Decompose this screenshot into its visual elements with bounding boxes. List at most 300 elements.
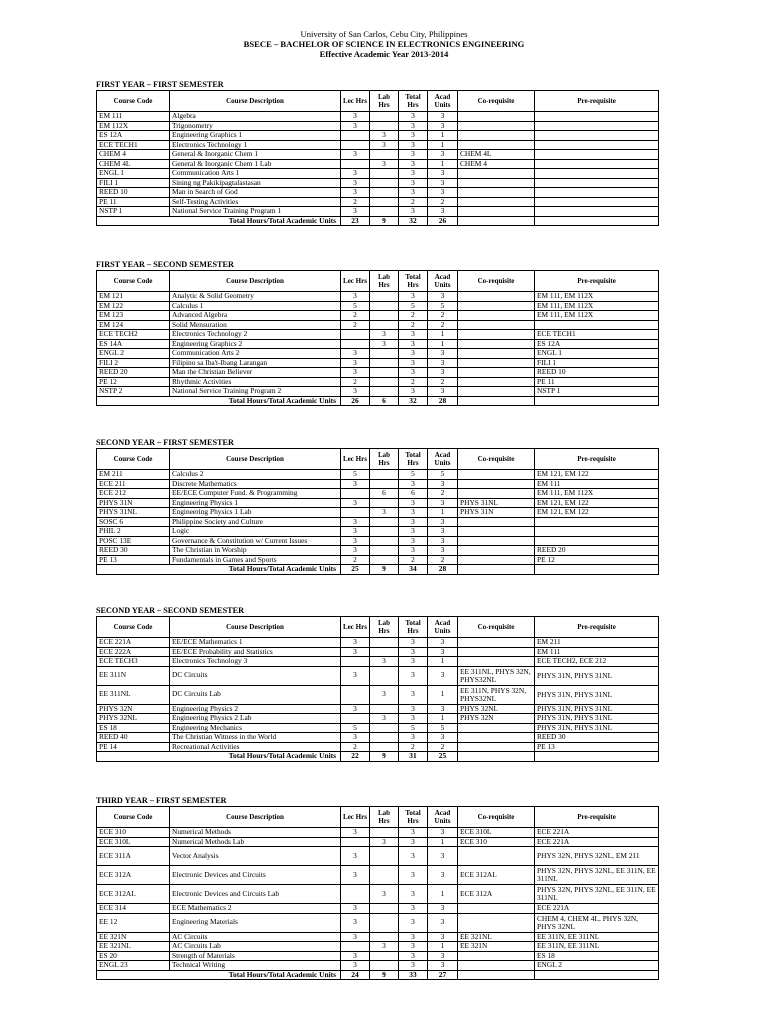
prerequisite: PE 13 bbox=[535, 742, 659, 752]
total-hrs: 3 bbox=[399, 837, 428, 847]
table-row bbox=[97, 169, 659, 179]
acad-units: 3 bbox=[428, 207, 458, 217]
lec-hrs: 3 bbox=[341, 150, 370, 160]
lab-hrs bbox=[370, 961, 399, 971]
col-lec-hrs: Lec Hrs bbox=[341, 807, 370, 828]
table-row bbox=[97, 555, 659, 565]
university-line: University of San Carlos, Cebu City, Philippines bbox=[300, 29, 468, 39]
course-code: ECE 312A bbox=[97, 866, 170, 885]
lec-hrs: 3 bbox=[341, 169, 370, 179]
acad-units: 3 bbox=[428, 932, 458, 942]
total-label: Total Hours/Total Academic Units bbox=[97, 396, 341, 406]
course-code: PE 12 bbox=[97, 377, 170, 387]
lec-hrs: 3 bbox=[341, 358, 370, 368]
col-course-code: Course Code bbox=[97, 617, 170, 638]
acad-units: 3 bbox=[428, 536, 458, 546]
col-course-description: Course Description bbox=[170, 807, 341, 828]
prerequisite: REED 30 bbox=[535, 733, 659, 743]
acad-units: 3 bbox=[428, 368, 458, 378]
total-hrs: 3 bbox=[399, 131, 428, 141]
table-row bbox=[97, 828, 659, 838]
corequisite bbox=[458, 349, 535, 359]
acad-units: 1 bbox=[428, 131, 458, 141]
course-description: Man the Christian Believer bbox=[170, 368, 341, 378]
lab-hrs: 3 bbox=[370, 131, 399, 141]
table-header-row bbox=[97, 807, 659, 828]
acad-units: 1 bbox=[428, 657, 458, 667]
table-row bbox=[97, 837, 659, 847]
table-row bbox=[97, 527, 659, 537]
table-row bbox=[97, 311, 659, 321]
table-row bbox=[97, 112, 659, 122]
course-code: CHEM 4 bbox=[97, 150, 170, 160]
acad-units: 3 bbox=[428, 150, 458, 160]
corequisite bbox=[458, 961, 535, 971]
lab-hrs bbox=[370, 358, 399, 368]
total-hrs: 3 bbox=[399, 368, 428, 378]
table-header-row bbox=[97, 91, 659, 112]
lab-hrs bbox=[370, 638, 399, 648]
course-code: ECE 312AL bbox=[97, 885, 170, 904]
lec-hrs: 2 bbox=[341, 197, 370, 207]
total-hrs: 3 bbox=[399, 666, 428, 685]
acad-units: 3 bbox=[428, 546, 458, 556]
acad-units: 3 bbox=[428, 647, 458, 657]
corequisite bbox=[458, 479, 535, 489]
total-hrs: 3 bbox=[399, 140, 428, 150]
corequisite bbox=[458, 555, 535, 565]
lab-hrs bbox=[370, 311, 399, 321]
course-code: EE 321NL bbox=[97, 942, 170, 952]
total-total-hrs: 31 bbox=[399, 752, 428, 762]
col-prerequisite: Pre-requisite bbox=[535, 449, 659, 470]
total-hrs: 3 bbox=[399, 657, 428, 667]
lec-hrs: 3 bbox=[341, 847, 370, 866]
empty-cell bbox=[458, 565, 535, 575]
empty-cell bbox=[458, 752, 535, 762]
course-description: Vector Analysis bbox=[170, 847, 341, 866]
lec-hrs: 3 bbox=[341, 733, 370, 743]
course-description: Electronics Technology 1 bbox=[170, 140, 341, 150]
table-row bbox=[97, 866, 659, 885]
acad-units: 3 bbox=[428, 951, 458, 961]
acad-units: 3 bbox=[428, 913, 458, 932]
course-description: DC Circuits bbox=[170, 666, 341, 685]
col-course-description: Course Description bbox=[170, 271, 341, 292]
total-hrs: 3 bbox=[399, 330, 428, 340]
corequisite: PHYS 31NL bbox=[458, 498, 535, 508]
course-description: Numerical Methods bbox=[170, 828, 341, 838]
lec-hrs: 3 bbox=[341, 207, 370, 217]
lab-hrs bbox=[370, 292, 399, 302]
table-row bbox=[97, 479, 659, 489]
lab-hrs bbox=[370, 349, 399, 359]
course-code: ECE 222A bbox=[97, 647, 170, 657]
col-corequisite: Co-requisite bbox=[458, 807, 535, 828]
acad-units: 1 bbox=[428, 685, 458, 704]
col-lab-hrs: Lab Hrs bbox=[370, 807, 399, 828]
col-lec-hrs: Lec Hrs bbox=[341, 271, 370, 292]
total-hrs: 3 bbox=[399, 292, 428, 302]
acad-units: 1 bbox=[428, 942, 458, 952]
course-code: ES 12A bbox=[97, 131, 170, 141]
col-lab-hrs: Lab Hrs bbox=[370, 449, 399, 470]
total-acad-units: 28 bbox=[428, 396, 458, 406]
acad-units: 1 bbox=[428, 140, 458, 150]
total-hrs: 3 bbox=[399, 349, 428, 359]
lab-hrs: 3 bbox=[370, 330, 399, 340]
prerequisite: ECE TECH1 bbox=[535, 330, 659, 340]
acad-units: 3 bbox=[428, 479, 458, 489]
table-row bbox=[97, 140, 659, 150]
table-row bbox=[97, 913, 659, 932]
col-lab-hrs: Lab Hrs bbox=[370, 617, 399, 638]
prerequisite bbox=[535, 150, 659, 160]
prerequisite: ECE 221A bbox=[535, 828, 659, 838]
lab-hrs bbox=[370, 387, 399, 397]
table-row bbox=[97, 508, 659, 518]
table-row bbox=[97, 733, 659, 743]
course-code: ECE TECH2 bbox=[97, 330, 170, 340]
course-code: EE 321N bbox=[97, 932, 170, 942]
total-label: Total Hours/Total Academic Units bbox=[97, 752, 341, 762]
corequisite bbox=[458, 470, 535, 480]
empty-cell bbox=[535, 752, 659, 762]
acad-units: 3 bbox=[428, 387, 458, 397]
acad-units: 3 bbox=[428, 169, 458, 179]
corequisite: EE 321N bbox=[458, 942, 535, 952]
course-description: Fundamentals in Games and Sports bbox=[170, 555, 341, 565]
course-code: ECE 310 bbox=[97, 828, 170, 838]
course-code: PHYS 32NL bbox=[97, 714, 170, 724]
table-row bbox=[97, 131, 659, 141]
course-code: SOSC 6 bbox=[97, 517, 170, 527]
lab-hrs: 3 bbox=[370, 714, 399, 724]
corequisite: CHEM 4L bbox=[458, 150, 535, 160]
acad-units: 3 bbox=[428, 517, 458, 527]
acad-units: 5 bbox=[428, 723, 458, 733]
course-code: PE 13 bbox=[97, 555, 170, 565]
course-code: ECE 212 bbox=[97, 489, 170, 499]
lec-hrs: 2 bbox=[341, 311, 370, 321]
course-code: ECE 211 bbox=[97, 479, 170, 489]
lab-hrs: 3 bbox=[370, 140, 399, 150]
prerequisite bbox=[535, 121, 659, 131]
col-total-hrs: Total Hrs bbox=[399, 617, 428, 638]
corequisite bbox=[458, 638, 535, 648]
total-hrs: 2 bbox=[399, 377, 428, 387]
total-hrs: 3 bbox=[399, 339, 428, 349]
empty-cell bbox=[535, 396, 659, 406]
acad-units: 3 bbox=[428, 188, 458, 198]
section-title: SECOND YEAR – FIRST SEMESTER bbox=[96, 438, 234, 447]
course-code: EE 12 bbox=[97, 913, 170, 932]
total-hrs: 2 bbox=[399, 742, 428, 752]
course-description: The Christian in Worship bbox=[170, 546, 341, 556]
total-acad-units: 28 bbox=[428, 565, 458, 575]
acad-units: 3 bbox=[428, 733, 458, 743]
table-row bbox=[97, 657, 659, 667]
lab-hrs: 3 bbox=[370, 942, 399, 952]
corequisite bbox=[458, 742, 535, 752]
corequisite bbox=[458, 358, 535, 368]
table-row bbox=[97, 932, 659, 942]
lab-hrs bbox=[370, 733, 399, 743]
total-hrs: 3 bbox=[399, 121, 428, 131]
corequisite bbox=[458, 207, 535, 217]
total-hrs: 2 bbox=[399, 311, 428, 321]
acad-units: 3 bbox=[428, 961, 458, 971]
lec-hrs: 3 bbox=[341, 517, 370, 527]
col-corequisite: Co-requisite bbox=[458, 271, 535, 292]
course-description: Engineering Graphics 1 bbox=[170, 131, 341, 141]
course-code: PE 11 bbox=[97, 197, 170, 207]
total-row bbox=[97, 565, 659, 575]
lec-hrs: 3 bbox=[341, 913, 370, 932]
course-code: ECE 314 bbox=[97, 904, 170, 914]
table-row bbox=[97, 904, 659, 914]
empty-cell bbox=[535, 970, 659, 980]
col-course-code: Course Code bbox=[97, 91, 170, 112]
course-code: PHIL 2 bbox=[97, 527, 170, 537]
total-hrs: 3 bbox=[399, 536, 428, 546]
col-total-hrs: Total Hrs bbox=[399, 91, 428, 112]
corequisite: PHYS 31N bbox=[458, 508, 535, 518]
prerequisite: EM 111, EM 112X bbox=[535, 311, 659, 321]
table-row bbox=[97, 197, 659, 207]
prerequisite: PHYS 32N, PHYS 32NL, EM 211 bbox=[535, 847, 659, 866]
table-row bbox=[97, 178, 659, 188]
lec-hrs bbox=[341, 714, 370, 724]
course-description: Logic bbox=[170, 527, 341, 537]
course-code: POSC 13E bbox=[97, 536, 170, 546]
lab-hrs: 3 bbox=[370, 508, 399, 518]
corequisite bbox=[458, 140, 535, 150]
col-lab-hrs: Lab Hrs bbox=[370, 271, 399, 292]
table-row bbox=[97, 489, 659, 499]
prerequisite: EM 111 bbox=[535, 647, 659, 657]
lab-hrs bbox=[370, 479, 399, 489]
table-row bbox=[97, 742, 659, 752]
table-row bbox=[97, 159, 659, 169]
prerequisite: EM 111, EM 112X bbox=[535, 292, 659, 302]
col-prerequisite: Pre-requisite bbox=[535, 271, 659, 292]
lab-hrs bbox=[370, 847, 399, 866]
course-description: Electronic Devices and Circuits Lab bbox=[170, 885, 341, 904]
course-code: REED 20 bbox=[97, 368, 170, 378]
corequisite bbox=[458, 517, 535, 527]
course-table bbox=[96, 90, 659, 226]
course-code: EM 211 bbox=[97, 470, 170, 480]
table-row bbox=[97, 470, 659, 480]
table-row bbox=[97, 121, 659, 131]
lab-hrs bbox=[370, 546, 399, 556]
total-hrs: 3 bbox=[399, 387, 428, 397]
total-hrs: 3 bbox=[399, 546, 428, 556]
lab-hrs bbox=[370, 904, 399, 914]
table-header-row bbox=[97, 449, 659, 470]
course-code: ENGL 2 bbox=[97, 349, 170, 359]
lec-hrs: 3 bbox=[341, 527, 370, 537]
col-total-hrs: Total Hrs bbox=[399, 271, 428, 292]
total-row bbox=[97, 970, 659, 980]
prerequisite bbox=[535, 536, 659, 546]
prerequisite: ES 12A bbox=[535, 339, 659, 349]
course-table bbox=[96, 270, 659, 406]
total-hrs: 3 bbox=[399, 169, 428, 179]
corequisite bbox=[458, 951, 535, 961]
acad-units: 5 bbox=[428, 470, 458, 480]
total-hrs: 3 bbox=[399, 685, 428, 704]
lec-hrs: 3 bbox=[341, 932, 370, 942]
lab-hrs bbox=[370, 188, 399, 198]
prerequisite bbox=[535, 207, 659, 217]
lec-hrs bbox=[341, 837, 370, 847]
corequisite bbox=[458, 188, 535, 198]
total-label: Total Hours/Total Academic Units bbox=[97, 216, 341, 226]
prerequisite: PHYS 31N, PHYS 31NL bbox=[535, 714, 659, 724]
course-code: EM 124 bbox=[97, 320, 170, 330]
lec-hrs: 3 bbox=[341, 961, 370, 971]
lec-hrs bbox=[341, 330, 370, 340]
col-lec-hrs: Lec Hrs bbox=[341, 91, 370, 112]
course-description: Electronics Technology 3 bbox=[170, 657, 341, 667]
prerequisite: PE 12 bbox=[535, 555, 659, 565]
col-course-code: Course Code bbox=[97, 807, 170, 828]
prerequisite bbox=[535, 527, 659, 537]
lec-hrs: 5 bbox=[341, 470, 370, 480]
prerequisite: PE 11 bbox=[535, 377, 659, 387]
acad-units: 1 bbox=[428, 330, 458, 340]
col-acad-units: Acad Units bbox=[428, 91, 458, 112]
corequisite bbox=[458, 368, 535, 378]
lab-hrs: 3 bbox=[370, 159, 399, 169]
course-description: AC Circuits Lab bbox=[170, 942, 341, 952]
table-row bbox=[97, 666, 659, 685]
lab-hrs bbox=[370, 555, 399, 565]
prerequisite: ECE TECH2, ECE 212 bbox=[535, 657, 659, 667]
table-row bbox=[97, 704, 659, 714]
table-row bbox=[97, 647, 659, 657]
acad-units: 2 bbox=[428, 555, 458, 565]
course-code: ECE 310L bbox=[97, 837, 170, 847]
col-corequisite: Co-requisite bbox=[458, 91, 535, 112]
course-code: EM 122 bbox=[97, 301, 170, 311]
lab-hrs bbox=[370, 647, 399, 657]
course-description: Analytic & Solid Geometry bbox=[170, 292, 341, 302]
total-lec-hrs: 23 bbox=[341, 216, 370, 226]
corequisite: EE 311NL, PHYS 32N, PHYS32NL bbox=[458, 666, 535, 685]
course-table bbox=[96, 448, 659, 575]
lec-hrs: 2 bbox=[341, 320, 370, 330]
course-description: Self-Testing Activities bbox=[170, 197, 341, 207]
total-lab-hrs: 9 bbox=[370, 216, 399, 226]
total-hrs: 3 bbox=[399, 828, 428, 838]
lec-hrs: 2 bbox=[341, 377, 370, 387]
lec-hrs bbox=[341, 508, 370, 518]
acad-units: 3 bbox=[428, 828, 458, 838]
table-row bbox=[97, 723, 659, 733]
corequisite bbox=[458, 387, 535, 397]
table-row bbox=[97, 517, 659, 527]
course-description: Engineering Materials bbox=[170, 913, 341, 932]
section-1y-1s bbox=[96, 80, 658, 226]
course-description: Algebra bbox=[170, 112, 341, 122]
document-header bbox=[0, 29, 768, 59]
table-row bbox=[97, 847, 659, 866]
table-row bbox=[97, 951, 659, 961]
course-code: NSTP 1 bbox=[97, 207, 170, 217]
lab-hrs bbox=[370, 704, 399, 714]
corequisite bbox=[458, 112, 535, 122]
total-hrs: 3 bbox=[399, 527, 428, 537]
course-code: EM 123 bbox=[97, 311, 170, 321]
total-label: Total Hours/Total Academic Units bbox=[97, 565, 341, 575]
corequisite: PHYS 32NL bbox=[458, 704, 535, 714]
lec-hrs: 3 bbox=[341, 536, 370, 546]
prerequisite: EM 121, EM 122 bbox=[535, 470, 659, 480]
section-2y-2s bbox=[96, 606, 658, 762]
acad-units: 1 bbox=[428, 714, 458, 724]
total-total-hrs: 32 bbox=[399, 216, 428, 226]
lab-hrs bbox=[370, 368, 399, 378]
course-description: Sining ng Pakikipagtalastasan bbox=[170, 178, 341, 188]
total-total-hrs: 32 bbox=[399, 396, 428, 406]
lec-hrs: 5 bbox=[341, 301, 370, 311]
course-description: Man in Search of God bbox=[170, 188, 341, 198]
lab-hrs bbox=[370, 150, 399, 160]
section-title: FIRST YEAR – FIRST SEMESTER bbox=[96, 80, 224, 89]
course-description: The Christian Witness in the World bbox=[170, 733, 341, 743]
prerequisite bbox=[535, 197, 659, 207]
total-hrs: 3 bbox=[399, 647, 428, 657]
total-hrs: 3 bbox=[399, 913, 428, 932]
section-title: SECOND YEAR – SECOND SEMESTER bbox=[96, 606, 245, 615]
col-course-code: Course Code bbox=[97, 449, 170, 470]
table-row bbox=[97, 358, 659, 368]
course-description: Advanced Algebra bbox=[170, 311, 341, 321]
total-lab-hrs: 9 bbox=[370, 752, 399, 762]
col-corequisite: Co-requisite bbox=[458, 449, 535, 470]
course-description: Communication Arts 1 bbox=[170, 169, 341, 179]
total-lec-hrs: 25 bbox=[341, 565, 370, 575]
prerequisite bbox=[535, 188, 659, 198]
lab-hrs bbox=[370, 866, 399, 885]
lab-hrs bbox=[370, 932, 399, 942]
table-row bbox=[97, 349, 659, 359]
prerequisite bbox=[535, 131, 659, 141]
course-code: REED 30 bbox=[97, 546, 170, 556]
course-description: Recreational Activities bbox=[170, 742, 341, 752]
lab-hrs: 3 bbox=[370, 685, 399, 704]
total-hrs: 2 bbox=[399, 555, 428, 565]
course-description: DC Circuits Lab bbox=[170, 685, 341, 704]
course-code: REED 10 bbox=[97, 188, 170, 198]
total-acad-units: 25 bbox=[428, 752, 458, 762]
total-row bbox=[97, 752, 659, 762]
total-hrs: 3 bbox=[399, 188, 428, 198]
course-code: ECE 311A bbox=[97, 847, 170, 866]
course-code: ENGL 23 bbox=[97, 961, 170, 971]
course-description: Filipino sa Iba't-Ibang Larangan bbox=[170, 358, 341, 368]
course-code: CHEM 4L bbox=[97, 159, 170, 169]
table-row bbox=[97, 638, 659, 648]
table-row bbox=[97, 498, 659, 508]
acad-units: 3 bbox=[428, 904, 458, 914]
acad-units: 1 bbox=[428, 837, 458, 847]
total-row bbox=[97, 396, 659, 406]
empty-cell bbox=[535, 565, 659, 575]
